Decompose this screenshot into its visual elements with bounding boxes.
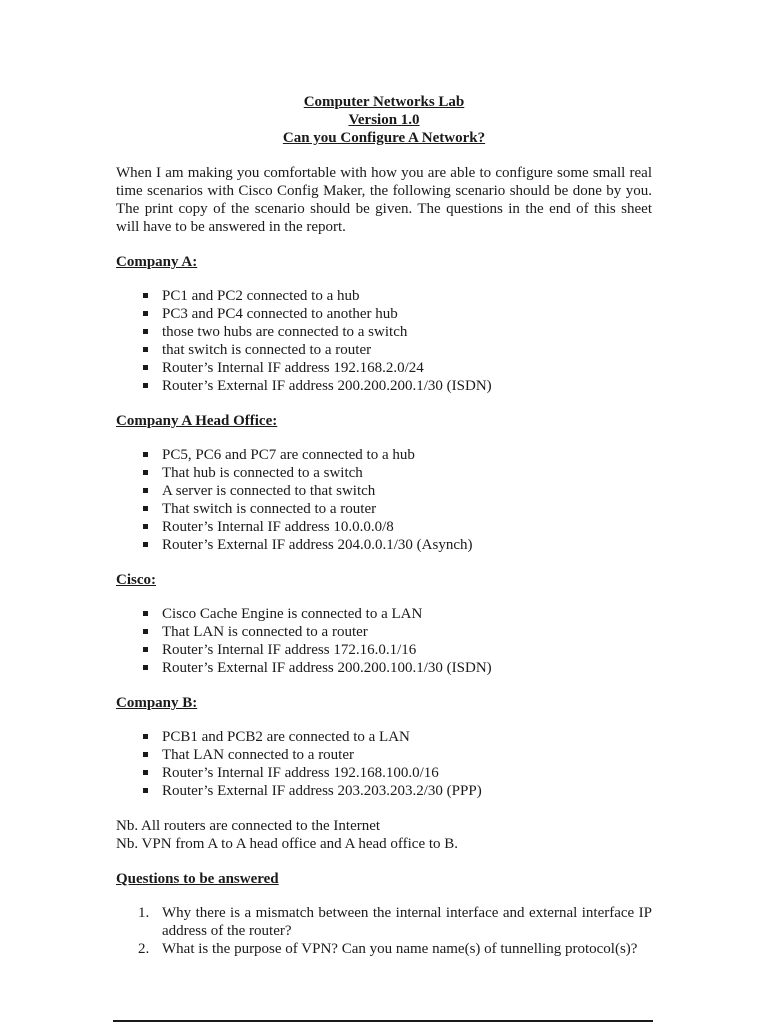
list-item: Router’s Internal IF address 192.168.2.0/24 — [162, 359, 652, 377]
list-item: Router’s External IF address 204.0.0.1/30 (Asynch) — [162, 536, 652, 554]
list-item: PC5, PC6 and PC7 are connected to a hub — [162, 446, 652, 464]
cisco-list — [116, 605, 652, 677]
list-item: PCB1 and PCB2 are connected to a LAN — [162, 728, 652, 746]
document-title: Computer Networks Lab — [303, 94, 465, 110]
question-number: 1. — [138, 905, 150, 921]
list-item: That LAN is connected to a router — [162, 623, 652, 641]
list-item: That switch is connected to a router — [162, 500, 652, 518]
question-item — [116, 940, 652, 958]
list-item: that switch is connected to a router — [162, 341, 652, 359]
list-item: Router’s Internal IF address 10.0.0.0/8 — [162, 518, 652, 536]
question-item — [116, 904, 652, 940]
list-item: Router’s External IF address 203.203.203.2/30 (PPP) — [162, 782, 652, 800]
section-heading-company-a: Company A: — [116, 254, 198, 270]
company-a-list — [116, 287, 652, 395]
section-heading-company-a-head-office: Company A Head Office: — [116, 413, 278, 429]
list-item: PC1 and PC2 connected to a hub — [162, 287, 652, 305]
list-item: PC3 and PC4 connected to another hub — [162, 305, 652, 323]
list-item: That hub is connected to a switch — [162, 464, 652, 482]
question-text: What is the purpose of VPN? Can you name name(s) of tunnelling protocol(s)? — [162, 941, 638, 957]
list-item: Router’s External IF address 200.200.200.1/30 (ISDN) — [162, 377, 652, 395]
list-item: Router’s Internal IF address 172.16.0.1/16 — [162, 641, 652, 659]
list-item: Router’s Internal IF address 192.168.100.0/16 — [162, 764, 652, 782]
note-line: Nb. All routers are connected to the Internet — [116, 818, 381, 834]
bottom-divider — [113, 1020, 653, 1022]
section-heading-cisco: Cisco: — [116, 572, 156, 588]
title-block — [116, 93, 652, 147]
intro-paragraph: When I am making you comfortable with how you are able to configure some small real time scenarios with Cisco Config Maker, the following scenario should be done by you. The print copy of the scenario should be given. The questions in the end of this sheet will have to be answered in the report. — [116, 165, 652, 235]
document-subtitle: Can you Configure A Network? — [282, 130, 486, 146]
company-b-list — [116, 728, 652, 800]
note-line: Nb. VPN from A to A head office and A head office to B. — [116, 836, 459, 852]
list-item: Cisco Cache Engine is connected to a LAN — [162, 605, 652, 623]
document-version: Version 1.0 — [348, 112, 420, 128]
list-item: A server is connected to that switch — [162, 482, 652, 500]
company-a-head-office-list — [116, 446, 652, 554]
list-item: That LAN connected to a router — [162, 746, 652, 764]
questions-list — [116, 904, 652, 958]
question-number: 2. — [138, 941, 150, 957]
section-heading-company-b: Company B: — [116, 695, 198, 711]
document-page — [116, 93, 652, 958]
question-text: Why there is a mismatch between the internal interface and external interface IP address of the router? — [162, 905, 652, 939]
notes-block — [116, 817, 652, 853]
list-item: those two hubs are connected to a switch — [162, 323, 652, 341]
section-heading-questions: Questions to be answered — [116, 871, 279, 887]
list-item: Router’s External IF address 200.200.100.1/30 (ISDN) — [162, 659, 652, 677]
